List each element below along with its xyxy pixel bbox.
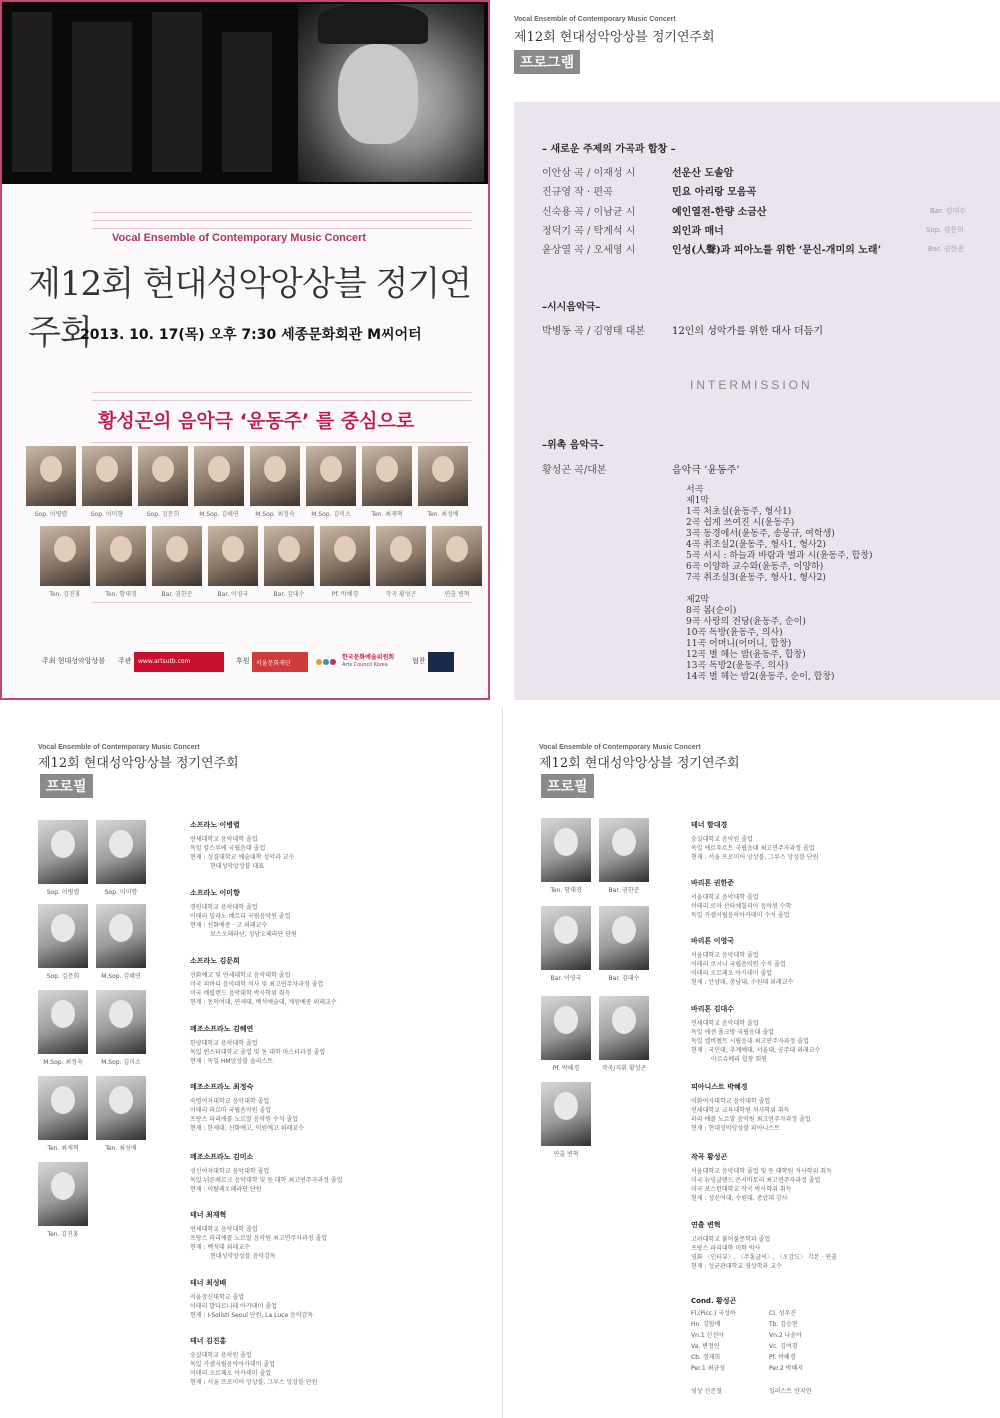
profile-caption: M.Sop. 김미소 — [101, 1059, 141, 1066]
profile-photo — [38, 990, 88, 1054]
profile-english-header: Vocal Ensemble of Contemporary Music Concert — [539, 744, 701, 751]
profile-line: 독일 카셀시립음악아카데미 졸업 — [190, 1361, 275, 1368]
profile-line: 보스오페라단, 성남오페라단 단원 — [210, 931, 297, 938]
profile-line: 독일 엘버펠트 시립음대 최고연주자과정 졸업 — [691, 1038, 809, 1045]
profile-line: 현재 : 안양대, 충남대, 수원대 외래교수 — [691, 979, 794, 986]
profile-tag: 프로필 — [40, 774, 93, 798]
profile-line: 현재 : 서울 프로미어 앙상블, 그루스 앙상블 단원 — [691, 854, 819, 861]
profile-photo — [541, 818, 591, 882]
profile-photo — [38, 820, 88, 884]
profile-caption: Sop. 이미향 — [104, 889, 138, 896]
performer-caption: M.Sop. 최정숙 — [255, 511, 295, 518]
profile-line: 미국 메릴랜드 음악대학 박사학위 취득 — [190, 990, 291, 997]
profile-caption: M.Sop. 최정숙 — [43, 1059, 83, 1066]
profile-line: 연세대학교 음악대학 졸업 — [190, 836, 258, 843]
profile-line: 서울장신대학교 졸업 — [190, 1294, 245, 1301]
program-page — [500, 0, 1000, 700]
profile-line: 서울대학교 음악대학 졸업 및 동 대학원 석사학위 취득 — [691, 1168, 832, 1175]
profile-line: 서울대학교 음악대학 졸업 — [691, 952, 759, 959]
profile-name: 소프라노 김문희 — [190, 957, 240, 965]
profile-caption: Ten. 최성배 — [105, 1145, 137, 1152]
orchestra-member: Hn. 김탑배 — [691, 1321, 721, 1328]
arts-council-logo: 한국문화예술위원회 Arts Council Korea — [342, 654, 395, 668]
profile-page-right — [502, 708, 1000, 1418]
profile-caption: Ten. 김진홍 — [47, 1231, 79, 1238]
profile-line: 파리 에콜 노르말 음악원 최고연주자과정 졸업 — [691, 1116, 811, 1123]
profile-line: 이화여자대학교 음악대학 졸업 — [691, 1098, 771, 1105]
profile-name: 메조소프라노 김혜연 — [190, 1025, 254, 1033]
profile-line: 숙명여자대학교 음악대학 졸업 — [190, 1098, 270, 1105]
profile-line: 현재 : 선화예중 · 고 외래교수 — [190, 922, 268, 929]
profile-caption: Sop. 김문희 — [46, 973, 80, 980]
section-heading: –시시음악극– — [542, 302, 601, 313]
performer-photo — [418, 446, 468, 506]
profile-caption: 작곡/지휘 황성곤 — [601, 1065, 647, 1072]
profile-caption: 연출 변혁 — [553, 1151, 579, 1158]
profile-line: 프랑스 파리에콜 노르말 음악원 수석 졸업 — [190, 1116, 299, 1123]
performer-photo — [96, 526, 146, 586]
profile-line: 선화예고 및 연세대학교 음악대학 졸업 — [190, 972, 291, 979]
profile-line: 현재 : 독일 HM앙상블 솔리스트 — [190, 1058, 274, 1065]
profile-line: 이태리 오르페오 아카데미 졸업 — [190, 1370, 272, 1377]
poster-date: 2013. 10. 17(목) 오후 7:30 세종문화회관 M씨어터 — [80, 327, 422, 343]
section-heading: –위촉 음악극– — [542, 440, 604, 451]
sponsor-logo — [428, 652, 454, 672]
performer-photo — [320, 526, 370, 586]
profile-photo — [599, 996, 649, 1060]
poster-subtitle: 황성곤의 음악극 ‘윤동주’ 를 중심으로 — [98, 410, 415, 432]
staff-credit: 일러스트 안지연 — [769, 1388, 812, 1395]
profile-photo — [96, 820, 146, 884]
act-item: 6곡 이양하 교수와(윤동주, 이양하) — [686, 562, 824, 572]
profile-line: 독일 에센 폴크방 국립음대 졸업 — [691, 1029, 774, 1036]
profile-photo — [96, 1076, 146, 1140]
orchestra-member: Vn.2 나윤아 — [769, 1332, 802, 1339]
profile-line: 독일 에르푸르트 국립음대 최고연주자과정 졸업 — [691, 845, 815, 852]
performer-photo — [376, 526, 426, 586]
conductor-credit: Cond. 황성곤 — [691, 1297, 737, 1305]
piece-title: 예인열전-한량 소금산 — [672, 207, 767, 218]
profile-photo — [541, 996, 591, 1060]
piece-title: 12인의 성악가를 위한 대사 더듬기 — [672, 326, 824, 337]
composer-credit: 이안삼 곡 / 이재성 시 — [542, 168, 636, 179]
composer-credit: 정덕기 곡 / 탁계석 시 — [542, 226, 636, 237]
profile-line: 현재 : 성균관대학교 영상학과 교수 — [691, 1263, 782, 1270]
intermission-label: INTERMISSION — [690, 378, 813, 392]
profile-line: 현재 : 이탈레오페라단 단원 — [190, 1186, 262, 1193]
profile-line: 연세대학교 음악대학 졸업 — [190, 1226, 258, 1233]
profile-name: 연출 변혁 — [691, 1221, 721, 1229]
profile-line: 숭실대학교 음악원 졸업 — [190, 1352, 252, 1359]
profile-photo — [96, 990, 146, 1054]
arts-dots-logo — [314, 652, 340, 672]
profile-line: 숭실대학교 음악원 졸업 — [691, 836, 753, 843]
profile-line: 성신여자대학교 음악대학 졸업 — [190, 1168, 270, 1175]
program-english-header: Vocal Ensemble of Contemporary Music Concert — [514, 16, 676, 23]
profile-english-header: Vocal Ensemble of Contemporary Music Concert — [38, 744, 200, 751]
profile-caption: Ten. 최재혁 — [47, 1145, 79, 1152]
act-item: 8곡 봄(순이) — [686, 606, 737, 616]
profile-photo — [541, 1082, 591, 1146]
profile-photo — [38, 904, 88, 968]
profile-line: 연세대학교 음악대학 졸업 — [691, 1020, 759, 1027]
performer-caption: Sop. 김문희 — [146, 511, 180, 518]
profile-name: 메조소프라노 김미소 — [190, 1153, 254, 1161]
act-item: 1곡 처초실(윤동주, 형사1) — [686, 507, 792, 517]
profile-line: 영화 〈인터뷰〉, 〈주홍글씨〉, 〈오감도〉 각본 · 연출 — [691, 1254, 837, 1261]
program-tag: 프로그램 — [514, 50, 580, 74]
profile-korean-header: 제12회 현대성악앙상블 정기연주회 — [38, 756, 239, 771]
poster-title: 제12회 현대성악앙상블 정기연주회 — [28, 264, 472, 353]
piece-title: 외인과 매너 — [672, 226, 724, 237]
profile-line: 현재 : 한세대, 선화예고, 덕원예고 외래교수 — [190, 1125, 304, 1132]
profile-line: 한양대학교 음악대학 졸업 — [190, 1040, 258, 1047]
profile-line: 현대성악앙상블 음악감독 — [210, 1253, 276, 1260]
performer-caption: Ten. 최재혁 — [371, 511, 403, 518]
profile-line: 현재 : 동덕여대, 연세대, 백석예술대, 계원예중 외래교수 — [190, 999, 337, 1006]
poster-english-title: Vocal Ensemble of Contemporary Music Concert — [112, 232, 367, 244]
profile-line: 독일 뉘른베르크 음악대학 및 동 대학 최고연주자과정 졸업 — [190, 1177, 343, 1184]
profile-caption: M.Sop. 김혜연 — [101, 973, 141, 980]
orchestra-member: Per.1 최금성 — [691, 1365, 726, 1372]
profile-line: 이태리 로마 산타체칠리아 음악원 수학 — [691, 903, 792, 910]
act-item: 5곡 서시 : 하늘과 바람과 별과 시(윤동주, 합창) — [686, 551, 873, 561]
profile-line: 프랑스 파리대학 미학 박사 — [691, 1245, 761, 1252]
profile-line: 고려대학교 불어불문학과 졸업 — [691, 1236, 771, 1243]
profile-line: 현재 : 성결대학교 예술대학 성악과 교수 — [190, 854, 295, 861]
profile-line: 서울대학교 음악대학 졸업 — [691, 894, 759, 901]
profile-caption: Pf. 박혜경 — [552, 1065, 580, 1072]
profile-caption: Bar. 김대수 — [608, 975, 640, 982]
profile-line: 이태리 발다르니레 아카데미 졸업 — [190, 1303, 277, 1310]
profile-name: 소프라노 이병렬 — [190, 821, 240, 829]
orchestra-member: Fl.(Picc.) 국성하 — [691, 1310, 736, 1317]
performer-photo — [432, 526, 482, 586]
performer-credit: Sop. 김문희 — [926, 226, 964, 234]
act-item: 3곡 동경에서(윤동주, 송몽규, 여학생) — [686, 529, 835, 539]
profile-name: 바리톤 김대수 — [691, 1005, 735, 1013]
performer-caption: Ten. 함대경 — [105, 591, 137, 598]
profile-tag: 프로필 — [541, 774, 594, 798]
performer-caption: M.Sop. 김미소 — [311, 511, 351, 518]
profile-name: 테너 최성배 — [190, 1279, 227, 1287]
orchestra-member: Vc. 김여경 — [769, 1343, 798, 1350]
profile-name: 테너 김진홍 — [190, 1337, 227, 1345]
profile-photo — [96, 904, 146, 968]
profile-name: 바리톤 권한준 — [691, 879, 735, 887]
composer-credit: 윤상열 곡 / 오세영 시 — [542, 245, 636, 256]
sponsor-bar — [42, 650, 462, 676]
profile-line: 현재 : I-Solisti Seoul 단원, La Luce 음악감독 — [190, 1312, 314, 1319]
profile-name: 소프라노 이미향 — [190, 889, 240, 897]
performer-photo — [250, 446, 300, 506]
poet-portrait-image — [298, 4, 484, 182]
section-heading: – 새로운 주제의 가곡과 합창 – — [542, 144, 676, 155]
piece-title: 민요 아리랑 모음곡 — [672, 187, 757, 198]
profile-caption: Sop. 이병렬 — [46, 889, 80, 896]
profile-line: 현재 : 성신여대, 수원대, 중앙대 강사 — [691, 1195, 788, 1202]
profile-photo — [38, 1162, 88, 1226]
profile-caption: Bar. 이영국 — [550, 975, 582, 982]
performer-photo — [82, 446, 132, 506]
profile-name: 테너 최재혁 — [190, 1211, 227, 1219]
act-item: 서곡 — [686, 485, 704, 495]
act-item: 9곡 사랑의 전당(윤동주, 순이) — [686, 617, 806, 627]
profile-line: 미국 보스턴대학교 작곡 박사학위 취득 — [691, 1186, 792, 1193]
performer-caption: Sop. 이병렬 — [34, 511, 68, 518]
performer-caption: 연출 변혁 — [444, 591, 470, 598]
performer-caption: 작곡 황성곤 — [385, 591, 417, 598]
performer-photo — [194, 446, 244, 506]
profile-name: 바리톤 이영국 — [691, 937, 735, 945]
profile-line: 이태리 로시니 국립음악원 수석 졸업 — [691, 961, 786, 968]
piece-title: 선운산 도솔암 — [672, 168, 734, 179]
performer-credit: Bar. 김대수 — [930, 207, 967, 215]
act-item: 10곡 독방(윤동주, 의사) — [686, 628, 783, 638]
profile-photo — [599, 906, 649, 970]
performer-photo — [362, 446, 412, 506]
profile-line: 미국 뉴잉글랜드 콘서바토리 최고연주자과정 졸업 — [691, 1177, 821, 1184]
host-label: 주최 현대성악앙상블 — [42, 657, 106, 665]
profile-photo — [541, 906, 591, 970]
concert-poster — [0, 0, 490, 700]
performer-photo — [26, 446, 76, 506]
performer-photo — [152, 526, 202, 586]
performer-photo — [208, 526, 258, 586]
performer-caption: Pf. 박혜경 — [331, 591, 359, 598]
act-item: 14곡 별 헤는 밤2(윤동주, 순이, 합창) — [686, 672, 835, 682]
profile-line: 현대성악앙상블 대표 — [210, 863, 265, 870]
orchestra-member: Per.2 박혜지 — [769, 1365, 804, 1372]
performer-caption: M.Sop. 김혜연 — [199, 511, 239, 518]
profile-line: 이태리 파르마 국립음악원 졸업 — [190, 1107, 272, 1114]
orchestra-member: Cb. 정재희 — [691, 1354, 721, 1361]
profile-name: 피아니스트 박혜경 — [691, 1083, 748, 1091]
profile-line: 아르슈베리 합창 회원 — [711, 1056, 767, 1063]
support-label: 후원 — [236, 657, 250, 665]
profile-photo — [38, 1076, 88, 1140]
organizer-label: 주관 — [118, 657, 132, 665]
profile-line: 독일 칼스루에 국립음대 졸업 — [190, 845, 266, 852]
organizer-logo: www.artsutb.com — [134, 652, 224, 672]
piece-title: 음악극 ‘윤동주’ — [672, 465, 740, 476]
orchestra-member: Cl. 성우진 — [769, 1310, 797, 1317]
seoul-foundation-logo: 서울문화재단 — [252, 652, 308, 672]
orchestra-member: Va. 변정인 — [691, 1343, 720, 1350]
performer-caption: Ten. 최성배 — [427, 511, 459, 518]
profile-caption: Bar. 권한준 — [608, 887, 640, 894]
composer-credit: 황성곤 곡/대본 — [542, 465, 607, 476]
profile-line: 프랑스 파리에콜 노르말 음악원 최고연주자과정 졸업 — [190, 1235, 328, 1242]
profile-korean-header: 제12회 현대성악앙상블 정기연주회 — [539, 756, 740, 771]
performer-caption: Bar. 이영국 — [217, 591, 249, 598]
performer-photo — [138, 446, 188, 506]
profile-line: 연세대학교 교육대학원 석사학위 취득 — [691, 1107, 790, 1114]
act-item: 13곡 독방2(윤동주, 의사) — [686, 661, 789, 671]
orchestra-member: Tb. 김승현 — [769, 1321, 798, 1328]
act-item: 제1막 — [686, 496, 710, 506]
performer-photo — [306, 446, 356, 506]
profile-line: 현재 : 현대성악앙상블 피아니스트 — [691, 1125, 780, 1132]
profile-line: 독일 카셀시립음악아카데미 수석 졸업 — [691, 912, 790, 919]
performer-caption: Bar. 권한준 — [161, 591, 193, 598]
profile-line: 현재 : 서울 프로미어 앙상블, 그루스 앙상블 단원 — [190, 1379, 318, 1386]
performer-caption: Ten. 김진홍 — [49, 591, 81, 598]
profile-line: 독일 뮌스터대학교 졸업 및 동 대학 마스터과정 졸업 — [190, 1049, 326, 1056]
sponsor-label: 협찬 — [412, 657, 426, 665]
act-item: 12곡 별 헤는 밤(윤동주, 합창) — [686, 650, 806, 660]
profile-name: 메조소프라노 최정숙 — [190, 1083, 254, 1091]
performer-photo — [264, 526, 314, 586]
act-item: 제2막 — [686, 595, 710, 605]
profile-page-left — [0, 708, 498, 1418]
profile-line: 경원대학교 음악대학 졸업 — [190, 904, 258, 911]
profile-line: 미국 피바디 음악대학 석사 및 최고연주자과정 졸업 — [190, 981, 324, 988]
composer-credit: 박병동 곡 / 김영태 대본 — [542, 326, 646, 337]
act-item: 4곡 취조실2(윤동주, 형사1, 형사2) — [686, 540, 826, 550]
profile-caption: Ten. 함대경 — [550, 887, 582, 894]
act-item: 11곡 어머니(어머니, 합창) — [686, 639, 792, 649]
profile-photo — [599, 818, 649, 882]
composer-credit: 진규영 작 · 편곡 — [542, 187, 613, 198]
profile-line: 현재 : 국민대, 추계예대, 서울대, 공주대 외래교수 — [691, 1047, 821, 1054]
staff-credit: 영상 신준철 — [691, 1388, 722, 1395]
orchestra-member: Vn.1 신선아 — [691, 1332, 724, 1339]
performer-credit: Bar. 권한준 — [928, 245, 965, 253]
act-item: 2곡 쉽게 쓰여진 시(윤동주) — [686, 518, 795, 528]
act-item: 7곡 취조실3(윤동주, 형사1, 형사2) — [686, 573, 826, 583]
profile-line: 이태리 밀라노 베르디 국립음악원 졸업 — [190, 913, 291, 920]
profile-line: 현재 : 백석대 외래교수 — [190, 1244, 250, 1251]
profile-line: 이태리 오르페오 아카데미 졸업 — [691, 970, 773, 977]
performer-caption: Sop. 이미향 — [90, 511, 124, 518]
composer-credit: 신숙용 곡 / 이남균 시 — [542, 207, 636, 218]
piece-title: 인성(人聲)과 피아노를 위한 ‘문신-개미의 노래’ — [672, 245, 882, 256]
profile-name: 테너 함대경 — [691, 821, 728, 829]
orchestra-member: Pf. 박혜경 — [769, 1354, 796, 1361]
performer-photo — [40, 526, 90, 586]
profile-name: 작곡 황성곤 — [691, 1153, 728, 1161]
performer-caption: Bar. 김대수 — [273, 591, 305, 598]
program-korean-header: 제12회 현대성악앙상블 정기연주회 — [514, 30, 715, 45]
